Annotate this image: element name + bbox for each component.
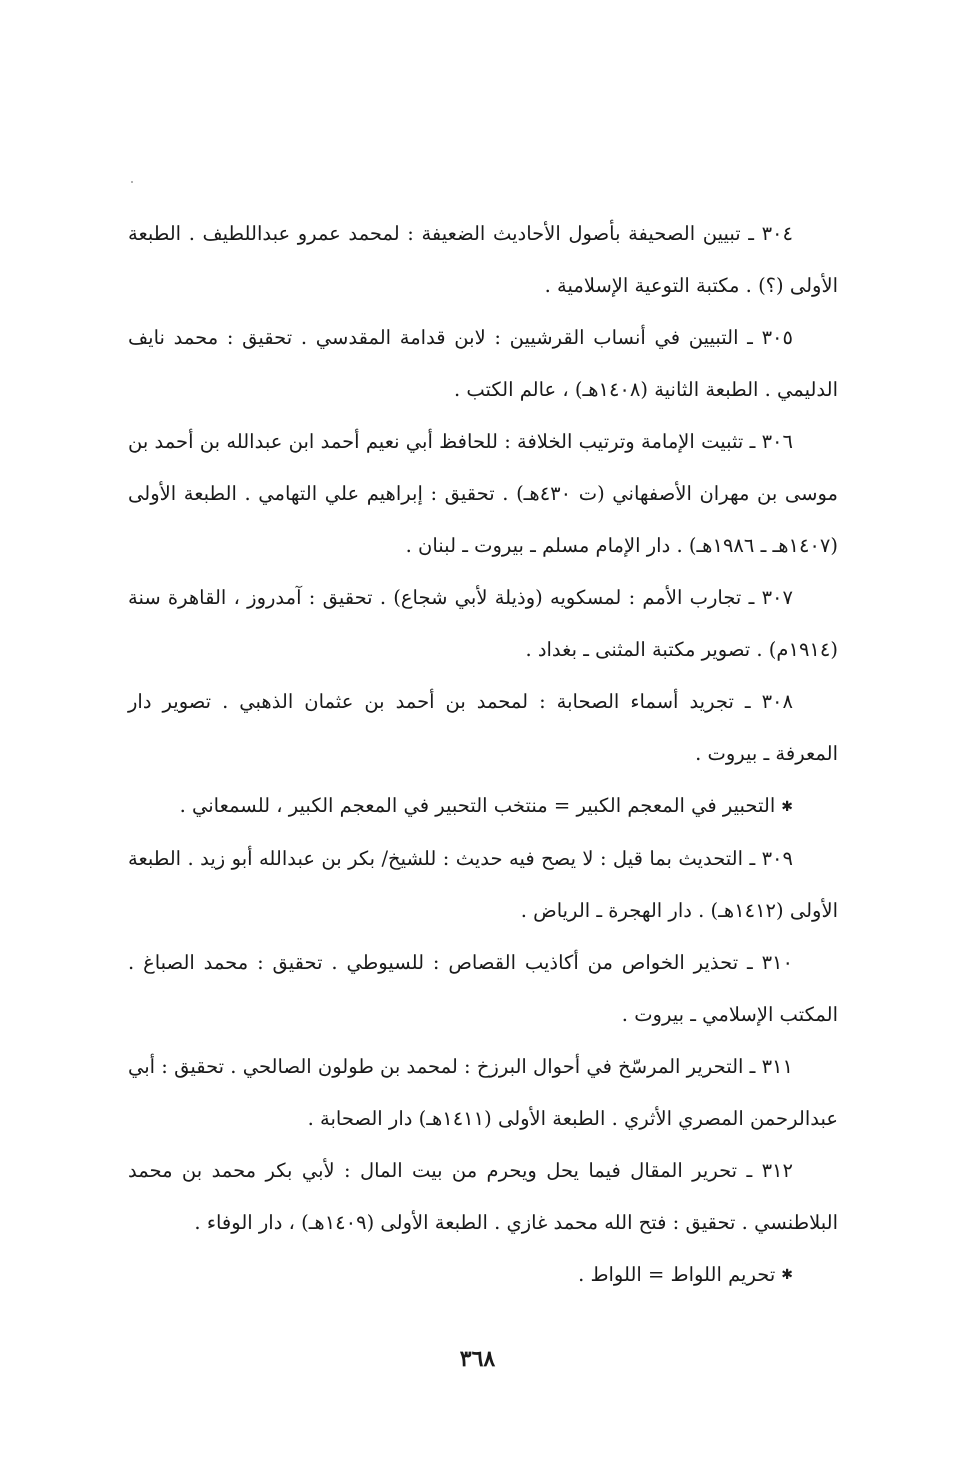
- bibliography-entry-312: ٣١٢ ـ تحرير المقال فيما يحل ويحرم من بيت المال : لأبي بكر محمد بن محمد البلاطنسي . تحقيق : فتح الله محمد غازي . الطبعة الأولى (١٤٠٩هـ) ، دار الوفاء .: [128, 1158, 838, 1234]
- bibliography-entry-309: ٣٠٩ ـ التحديث بما قيل : لا يصح فيه حديث : للشيخ/ بكر بن عبدالله أبو زيد . الطبعة الأولى (١٤١٢هـ) . دار الهجرة ـ الرياض .: [128, 846, 838, 922]
- page-number: ٣٦٨: [459, 1346, 496, 1372]
- bibliography-list: [128, 208, 838, 1301]
- bibliography-entry-304: ٣٠٤ ـ تبيين الصحيفة بأصول الأحاديث الضعيفة : لمحمد عمرو عبداللطيف . الطبعة الأولى (؟) . مكتبة التوعية الإسلامية .: [128, 222, 838, 297]
- bibliography-entry-305: ٣٠٥ ـ التبيين في أنساب القرشيين : لابن قدامة المقدسي . تحقيق : محمد نايف الدليمي . الطبعة الثانية (١٤٠٨هـ) ، عالم الكتب .: [128, 326, 838, 401]
- bibliography-entry-308: ٣٠٨ ـ تجريد أسماء الصحابة : لمحمد بن أحمد بن عثمان الذهبي . تصوير دار المعرفة ـ بيروت .: [128, 690, 838, 765]
- scan-speck: [131, 181, 133, 183]
- cross-reference-tahbir: [128, 780, 838, 833]
- bibliography-entry-306: ٣٠٦ ـ تثبيت الإمامة وترتيب الخلافة : للحافظ أبي نعيم أحمد ابن عبدالله بن أحمد بن موسى بن مهران الأصفهاني (ت ٤٣٠هـ) . تحقيق : إبراهيم علي التهامي . الطبعة الأولى (١٤٠٧هـ ـ ١٩٨٦هـ) . دار الإمام مسلم ـ بيروت ـ لبنان .: [128, 430, 838, 557]
- asterisk-icon: ✱: [781, 798, 793, 815]
- cross-reference-text: التحبير في المعجم الكبير = منتخب التحبير في المعجم الكبير ، للسمعاني .: [179, 794, 776, 817]
- bibliography-entry-311: ٣١١ ـ التحرير المرسّخ في أحوال البرزخ : لمحمد بن طولون الصالحي . تحقيق : أبي عبدالرحمن المصري الأثري . الطبعة الأولى (١٤١١هـ) دار الصحابة .: [128, 1054, 838, 1130]
- bibliography-entry-310: ٣١٠ ـ تحذير الخواص من أكاذيب القصاص : للسيوطي . تحقيق : محمد الصباغ . المكتب الإسلامي ـ بيروت .: [128, 950, 838, 1026]
- asterisk-icon: ✱: [781, 1267, 793, 1283]
- cross-reference-text: تحريم اللواط = اللواط .: [578, 1262, 776, 1286]
- cross-reference-tahrim: [128, 1249, 838, 1302]
- bibliography-entry-307: ٣٠٧ ـ تجارب الأمم : لمسكويه (وذيلة لأبي شجاع) . تحقيق : آمدروز ، القاهرة سنة (١٩١٤م) . تصوير مكتبة المثنى ـ بغداد .: [128, 586, 838, 661]
